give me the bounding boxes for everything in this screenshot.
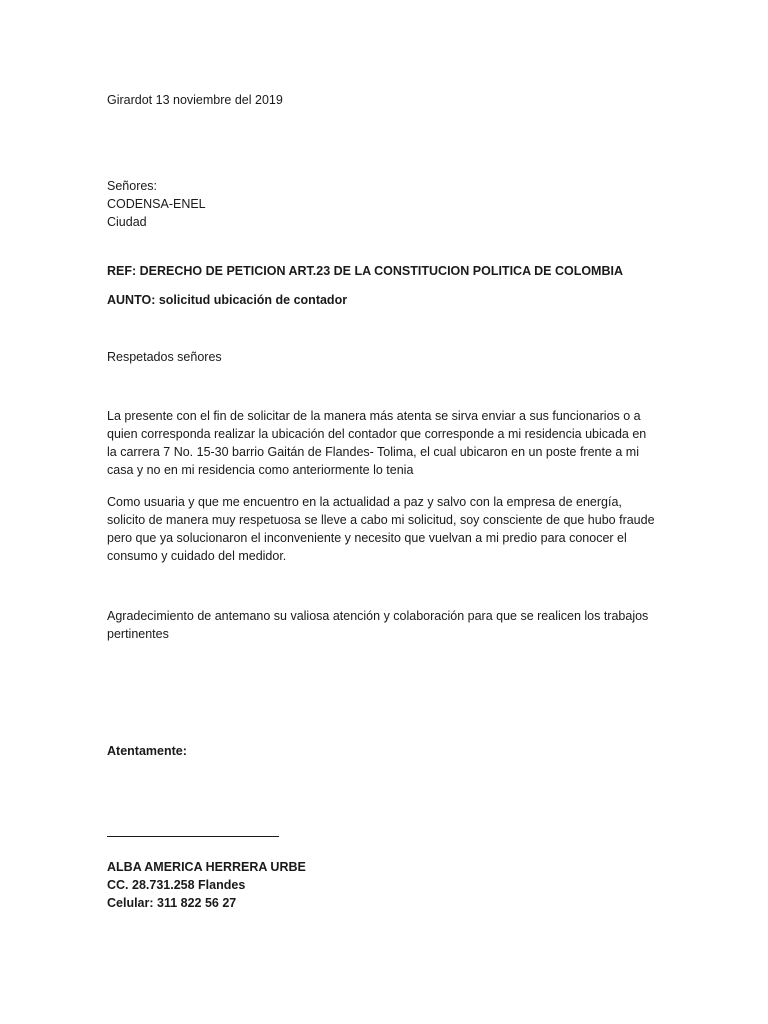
signature-line <box>107 836 279 837</box>
recipient-salutation: Señores: <box>107 179 158 193</box>
paragraph-line: quien corresponda realizar la ubicación del contador que corresponde a mi residencia ubicada en <box>107 427 647 441</box>
body-paragraph-2 <box>107 493 667 565</box>
paragraph-line: Agradecimiento de antemano su valiosa atención y colaboración para que se realicen los trabajos <box>107 609 649 623</box>
paragraph-line: pero que ya solucionaron el inconveniente y necesito que vuelvan a mi predio para conocer el <box>107 531 627 545</box>
recipient-city: Ciudad <box>107 215 147 229</box>
paragraph-line: La presente con el fin de solicitar de la manera más atenta se sirva enviar a sus funcionarios o a <box>107 409 641 423</box>
reference-line: REF: DERECHO DE PETICION ART.23 DE LA CONSTITUCION POLITICA DE COLOMBIA <box>107 264 623 278</box>
body-paragraph-1 <box>107 407 667 479</box>
signer-name: ALBA AMERICA HERRERA URBE <box>107 860 306 874</box>
date-line: Girardot 13 noviembre del 2019 <box>107 93 283 107</box>
paragraph-line: consumo y cuidado del medidor. <box>107 549 287 563</box>
subject-line: AUNTO: solicitud ubicación de contador <box>107 293 348 307</box>
paragraph-line: Como usuaria y que me encuentro en la actualidad a paz y salvo con la empresa de energía, <box>107 495 622 509</box>
body-paragraph-3 <box>107 607 667 643</box>
signer-id: CC. 28.731.258 Flandes <box>107 878 246 892</box>
greeting: Respetados señores <box>107 350 222 364</box>
recipient-company: CODENSA-ENEL <box>107 197 206 211</box>
closing: Atentamente: <box>107 744 187 758</box>
paragraph-line: la carrera 7 No. 15-30 barrio Gaitán de Flandes- Tolima, el cual ubicaron en un poste frente a mi <box>107 445 640 459</box>
signer-phone: Celular: 311 822 56 27 <box>107 896 237 910</box>
paragraph-line: casa y no en mi residencia como anteriormente lo tenia <box>107 463 414 477</box>
paragraph-line: pertinentes <box>107 627 169 641</box>
paragraph-line: solicito de manera muy respetuosa se lleve a cabo mi solicitud, soy consciente de que hubo fraude <box>107 513 655 527</box>
